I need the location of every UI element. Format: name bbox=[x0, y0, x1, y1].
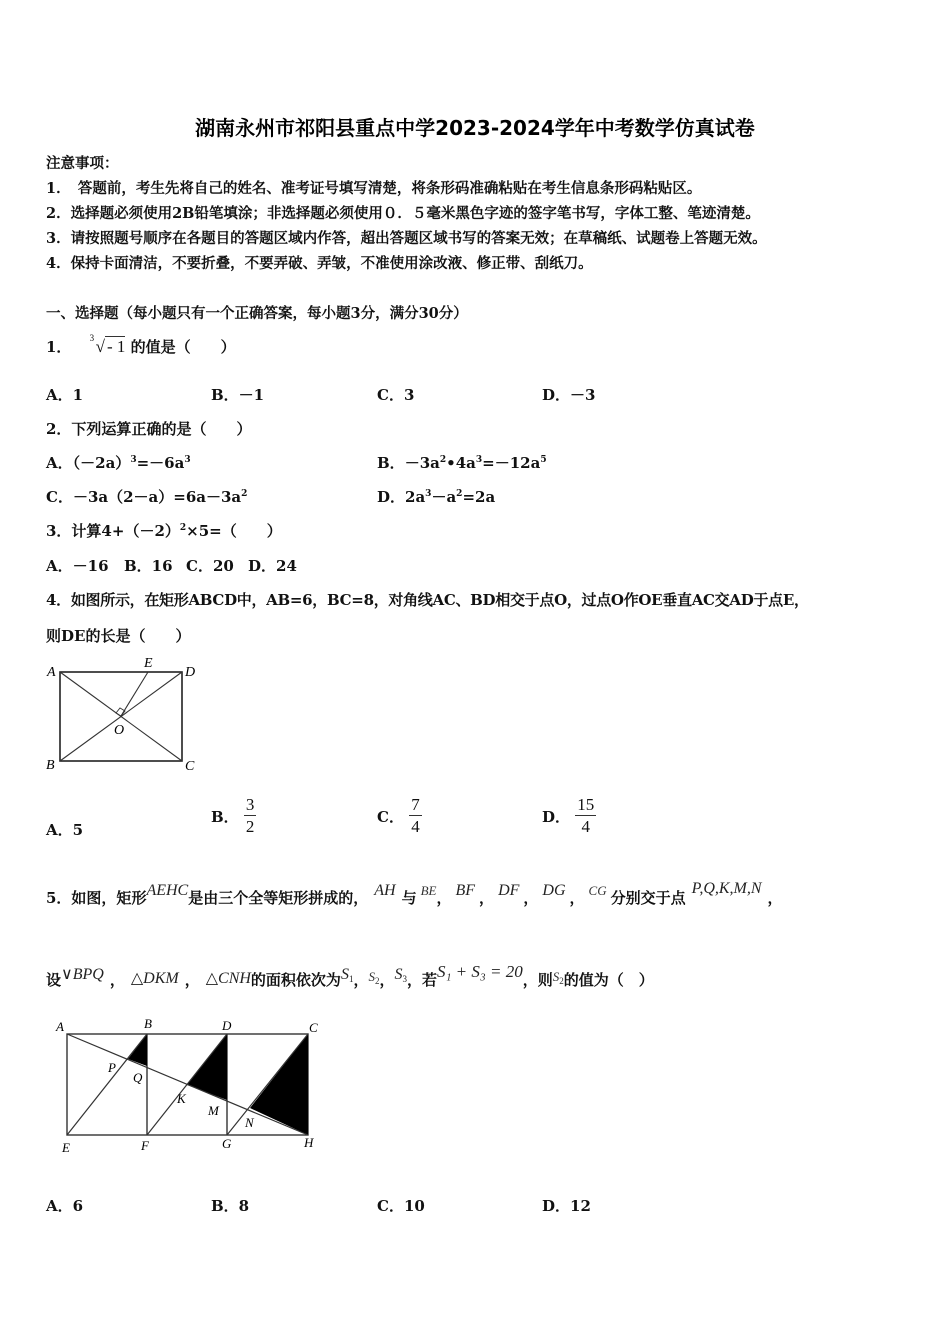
option-label: D． bbox=[377, 488, 406, 506]
fraction: $\frac{15}{4}$ bbox=[577, 795, 595, 836]
option-a[interactable] bbox=[46, 819, 83, 840]
question-5-stem-line1: 5．如图，矩形AEHC是由三个全等矩形拼成的， AH 与 BE， BF ， DF ， DG ， CG 分别交于点P,Q,K,M,N， bbox=[46, 880, 783, 907]
math-s2: $S_2$ bbox=[552, 969, 564, 986]
expr: =－6a bbox=[136, 454, 185, 472]
label-b: B bbox=[46, 758, 55, 773]
page-title: 湖南永州市祁阳县重点中学2023-2024学年中考数学仿真试卷 bbox=[195, 116, 755, 140]
label-d: D bbox=[185, 665, 196, 680]
math-aehc: AEHC bbox=[146, 882, 189, 899]
label-a: A bbox=[56, 1019, 64, 1034]
option-d[interactable] bbox=[377, 486, 495, 507]
exponent: 3 bbox=[130, 455, 137, 465]
option-b[interactable] bbox=[211, 795, 256, 838]
notice-item-1: 1． 答题前，考生先将自己的姓名、准考证号填写清楚，将条形码准确粘贴在考生信息条形码粘贴区。 bbox=[46, 180, 702, 197]
question-number: 1． bbox=[46, 338, 72, 356]
math-s2: $S_2$ bbox=[368, 969, 380, 986]
label-a: A bbox=[47, 665, 56, 680]
option-c[interactable]: C．10 bbox=[377, 1197, 425, 1215]
exponent: 5 bbox=[540, 455, 547, 465]
option-a[interactable]: A．－16 bbox=[46, 557, 109, 575]
label-d: D bbox=[222, 1018, 232, 1033]
exponent: 3 bbox=[425, 489, 432, 499]
label-o: O bbox=[114, 723, 125, 738]
question-4-stem-line1: 4．如图所示，在矩形ABCD中，AB=6，BC=8，对角线AC、BD相交于点O，过点O作OE垂直AC交AD于点E， bbox=[46, 591, 809, 609]
question-5-stem-line2: 设∨BPQ ， △DKM ， △CNH的面积依次为$S_1$，$S_2$，$S_3$，若S₁ + S₃ = 20，则$S_2$的值为（ ） bbox=[46, 962, 654, 989]
expr: －3a（2－a）=6a－3a bbox=[72, 488, 242, 506]
option-value: 5 bbox=[72, 821, 84, 839]
option-d[interactable]: D．24 bbox=[248, 557, 297, 575]
option-b[interactable] bbox=[377, 452, 547, 473]
fraction: $\frac{3}{2}$ bbox=[245, 795, 255, 836]
option-label: C． bbox=[46, 488, 73, 506]
label-n: N bbox=[245, 1115, 254, 1130]
label-f: F bbox=[141, 1138, 149, 1153]
option-label: C． bbox=[377, 808, 404, 826]
option-a[interactable]: A．1 bbox=[46, 386, 84, 404]
stem-text: 3．计算4+（－2） bbox=[46, 522, 180, 540]
option-c[interactable]: C．3 bbox=[377, 386, 415, 404]
option-c[interactable] bbox=[46, 486, 247, 507]
three-rectangles-figure bbox=[50, 1012, 340, 1162]
math-dkm: △DKM bbox=[130, 970, 179, 987]
option-d[interactable] bbox=[542, 795, 596, 838]
option-label: D． bbox=[542, 808, 571, 826]
option-c[interactable]: C．20 bbox=[186, 557, 234, 575]
option-d[interactable]: D．－3 bbox=[542, 386, 596, 404]
question-1 bbox=[46, 333, 236, 357]
root-index: 3 bbox=[89, 333, 95, 343]
expr: －a bbox=[431, 488, 457, 506]
math-be: BE bbox=[420, 883, 437, 898]
option-b[interactable]: B．8 bbox=[211, 1197, 250, 1215]
math-df: DF bbox=[498, 882, 520, 899]
label-c: C bbox=[185, 759, 195, 774]
notice-item-4: 4．保持卡面清洁，不要折叠，不要弄破、弄皱，不准使用涂改液、修正带、刮纸刀。 bbox=[46, 255, 593, 272]
question-stem: 的值是（ ） bbox=[130, 338, 236, 356]
stem-text: ×5=（ ） bbox=[186, 522, 282, 540]
cube-root-expression: 3 √ - 1 bbox=[89, 333, 126, 356]
expr: 2a bbox=[405, 488, 426, 506]
math-s1: $S_1$ bbox=[340, 966, 354, 984]
fraction: $\frac{7}{4}$ bbox=[411, 795, 420, 836]
label-g: G bbox=[222, 1136, 232, 1151]
option-c[interactable] bbox=[377, 795, 422, 838]
label-p: P bbox=[108, 1060, 116, 1075]
exponent: 3 bbox=[475, 455, 483, 465]
label-k: K bbox=[177, 1091, 186, 1106]
expr: －3a bbox=[404, 454, 440, 472]
notice-heading: 注意事项： bbox=[46, 155, 119, 172]
exponent: 2 bbox=[439, 455, 447, 465]
label-e: E bbox=[144, 656, 153, 671]
label-m: M bbox=[208, 1103, 219, 1118]
rectangle-abcd-figure bbox=[44, 655, 204, 775]
math-bf: BF bbox=[455, 882, 476, 899]
label-e: E bbox=[62, 1140, 70, 1155]
option-a[interactable] bbox=[46, 452, 191, 473]
math-cg: CG bbox=[588, 883, 607, 898]
math-ah: AH bbox=[374, 882, 396, 899]
exponent: 3 bbox=[184, 455, 191, 465]
radicand: - 1 bbox=[107, 337, 126, 356]
math-dg: DG bbox=[542, 882, 566, 899]
question-4-stem-line2: 则DE的长是（ ） bbox=[46, 627, 191, 645]
question-2-stem: 2．下列运算正确的是（ ） bbox=[46, 420, 252, 438]
math-equation: S₁ + S₃ = 20 bbox=[436, 962, 523, 981]
label-b: B bbox=[144, 1016, 152, 1031]
math-bpq: ∨BPQ bbox=[61, 966, 104, 983]
expr: =－12a bbox=[482, 454, 541, 472]
expr: •4a bbox=[446, 454, 476, 472]
math-points: P,Q,K,M,N bbox=[691, 880, 762, 897]
question-3-stem bbox=[46, 520, 282, 541]
option-a[interactable]: A．6 bbox=[46, 1197, 84, 1215]
exponent: 2 bbox=[241, 489, 248, 499]
option-label: B． bbox=[377, 454, 405, 472]
notice-item-2: 2．选择题必须使用2B铅笔填涂；非选择题必须使用０．５毫米黑色字迹的签字笔书写，字体工整、笔迹清楚。 bbox=[46, 205, 760, 222]
notice-item-3: 3．请按照题号顺序在各题目的答题区域内作答，超出答题区域书写的答案无效；在草稿纸、试题卷上答题无效。 bbox=[46, 230, 767, 247]
exponent: 2 bbox=[456, 489, 463, 499]
option-label: A． bbox=[46, 454, 73, 472]
option-d[interactable]: D．12 bbox=[542, 1197, 591, 1215]
label-h: H bbox=[304, 1135, 314, 1150]
math-cnh: △CNH bbox=[205, 970, 251, 987]
option-b[interactable]: B．16 bbox=[124, 557, 173, 575]
option-b[interactable]: B．－1 bbox=[211, 386, 265, 404]
label-c: C bbox=[309, 1020, 318, 1035]
expr: =2a bbox=[462, 488, 496, 506]
section-heading: 一、选择题（每小题只有一个正确答案，每小题3分，满分30分） bbox=[46, 305, 468, 322]
option-label: B． bbox=[211, 808, 239, 826]
label-q: Q bbox=[133, 1070, 143, 1085]
math-s3: $S_3$ bbox=[394, 966, 407, 984]
option-label: A． bbox=[46, 821, 73, 839]
expr: （－2a） bbox=[72, 454, 131, 472]
exponent: 2 bbox=[179, 523, 187, 533]
